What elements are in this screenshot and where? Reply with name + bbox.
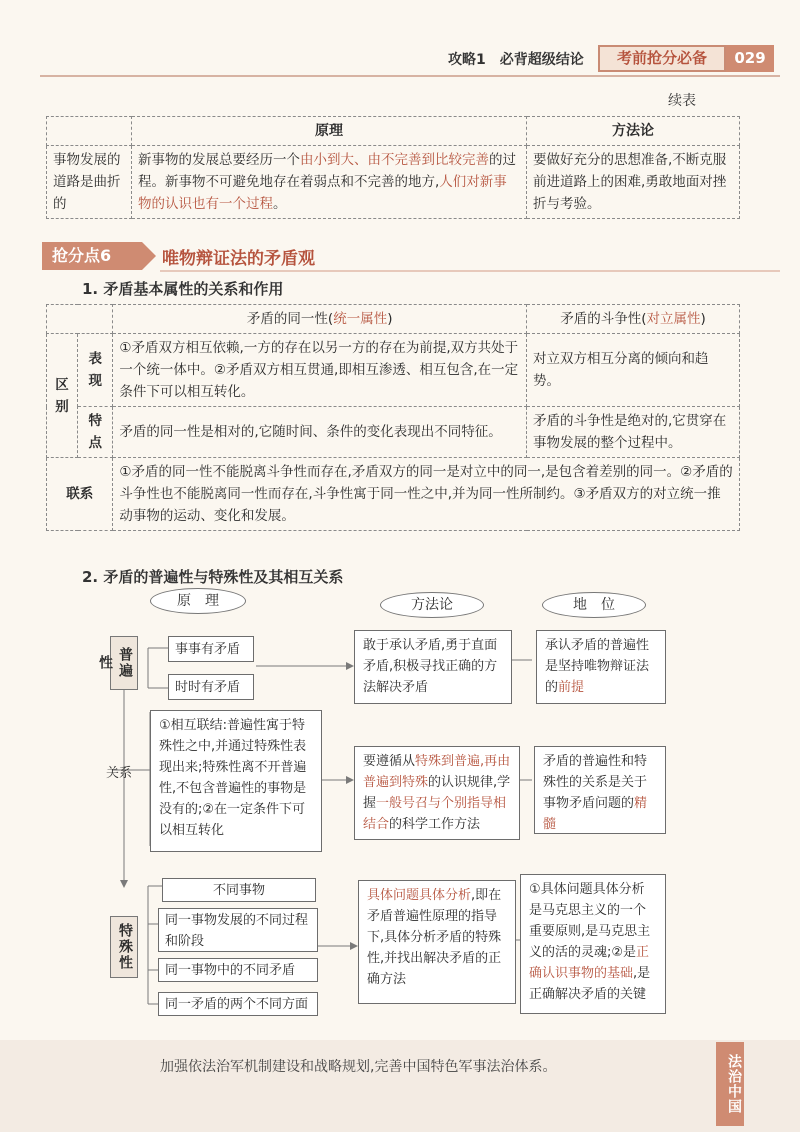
header-struggle: 矛盾的斗争性(对立属性) (527, 305, 740, 334)
footer-text: 加强依法治军机制建设和战略规划,完善中国特色军事法治体系。 (160, 1059, 557, 1075)
col-header-principle: 原 理 (150, 588, 246, 614)
row-head: 事物发展的道路是曲折的 (47, 146, 132, 219)
u-item-1: 事事有矛盾 (168, 636, 254, 662)
struggle-manifestation: 对立双方相互分离的倾向和趋势。 (527, 334, 740, 407)
p-item-2: 同一事物发展的不同过程和阶段 (158, 908, 318, 952)
p-item-1: 不同事物 (162, 878, 316, 902)
label-feature: 特点 (78, 407, 113, 458)
label-manifestation: 表现 (78, 334, 113, 407)
r-method: 要遵循从特殊到普遍,再由普遍到特殊的认识规律,学握一般号召与个别指导相结合的科学工作方法 (354, 746, 520, 840)
struggle-feature: 矛盾的斗争性是绝对的,它贯穿在事物发展的整个过程中。 (527, 407, 740, 458)
section-badge: 抢分点6 (42, 242, 142, 270)
section-header: 攻略1 必背超级结论 (448, 52, 584, 68)
page-number: 029 (726, 45, 774, 72)
u-method: 敢于承认矛盾,勇于直面矛盾,积极寻找正确的方法解决矛盾 (354, 630, 512, 704)
u-item-2: 时时有矛盾 (168, 674, 254, 700)
header-tag: 考前抢分必备 (598, 45, 726, 72)
header-identity: 矛盾的同一性(统一属性) (113, 305, 527, 334)
p-status: ①具体问题具体分析是马克思主义的一个重要原则,是马克思主义的活的灵魂;②是正确认识事物的基础,是正确解决矛盾的关键 (520, 874, 666, 1014)
col-header-method: 方法论 (380, 592, 484, 618)
identity-manifestation: ①矛盾双方相互依赖,一方的存在以另一方的存在为前提,双方共处于一个统一体中。②矛盾双方相互贯通,即相互渗透、相互包含,在一定条件下可以相互转化。 (113, 334, 527, 407)
footer-band (0, 1040, 800, 1132)
footer-side-tab: 法治中国 (716, 1042, 744, 1126)
label-connection: 联系 (47, 458, 113, 531)
p-item-4: 同一矛盾的两个不同方面 (158, 992, 318, 1016)
u-status: 承认矛盾的普遍性是坚持唯物辩证法的前提 (536, 630, 666, 704)
r-status: 矛盾的普遍性和特殊性的关系是关于事物矛盾问题的精髓 (534, 746, 666, 834)
principle-cell: 新事物的发展总要经历一个由小到大、由不完善到比较完善的过程。新事物不可避免地存在着弱点和不完善的地方,人们对新事物的认识也有一个过程。 (132, 146, 527, 219)
p-item-3: 同一事物中的不同矛盾 (158, 958, 318, 982)
subheading-2: 2. 矛盾的普遍性与特殊性及其相互关系 (82, 568, 344, 586)
label-particularity: 特殊性 (110, 916, 138, 978)
section-title: 唯物辩证法的矛盾观 (162, 249, 315, 269)
identity-feature: 矛盾的同一性是相对的,它随时间、条件的变化表现出不同特征。 (113, 407, 527, 458)
continued-label: 续表 (668, 93, 696, 109)
subheading-1: 1. 矛盾基本属性的关系和作用 (82, 280, 284, 298)
label-relation: 关系 (106, 766, 133, 781)
col-header-status: 地 位 (542, 592, 646, 618)
r-principle: ①相互联结:普遍性寓于特殊性之中,并通过特殊性表现出来;特殊性离不开普遍性,不包含普遍性的事物是没有的;②在一定条件下可以相互转化 (150, 710, 322, 852)
col-method: 方法论 (527, 117, 740, 146)
connection-text: ①矛盾的同一性不能脱离斗争性而存在,矛盾双方的同一是对立中的同一,是包含着差别的同一。②矛盾的斗争性也不能脱离同一性而存在,斗争性寓于同一性之中,并为同一性所制约。③矛盾双方的对立统一推动事物的运动、变化和发展。 (113, 458, 740, 531)
method-cell: 要做好充分的思想准备,不断克服前进道路上的困难,勇敢地面对挫折与考验。 (527, 146, 740, 219)
p-method: 具体问题具体分析,即在矛盾普遍性原理的指导下,具体分析矛盾的特殊性,并找出解决矛盾的正确方法 (358, 880, 516, 1004)
label-difference: 区别 (47, 334, 78, 458)
label-universality: 普遍性 (110, 636, 138, 690)
col-principle: 原理 (132, 117, 527, 146)
